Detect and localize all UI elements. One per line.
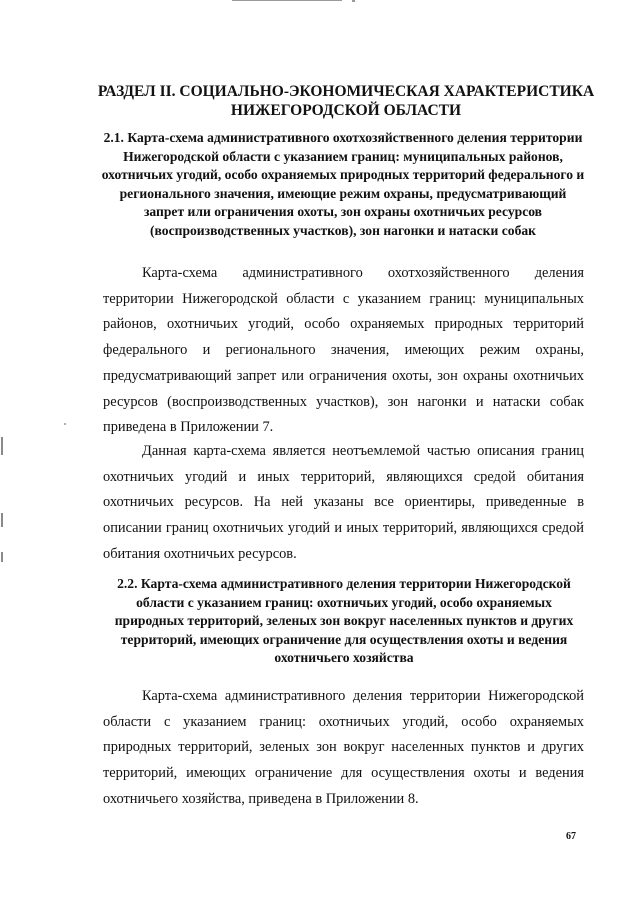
page-number: 67 xyxy=(566,831,576,842)
scan-dust-mark xyxy=(64,423,66,425)
subsection-2-1-title: 2.1. Карта-схема административного охотхозяйственного деления территории Нижегородской области с указанием границ: муниципальных районов, охотничьих угодий, особо охраняемых природных территорий федерального и регионального значения, имеющие режим охраны, предусматривающий запрет или ограничения охоты, зон охраны охотничьих ресурсов (воспроизводственных участков), зон нагонки и натаски собак xyxy=(101,130,585,238)
scan-edge-mark xyxy=(352,0,355,2)
scan-margin-mark xyxy=(1,552,3,562)
scan-edge-line xyxy=(232,0,342,1)
subsection-2-1-paragraph-2: Данная карта-схема является неотъемлемой частью описания границ охотничьих угодий и иных территорий, являющихся средой обитания охотничьих ресурсов. На ней указаны все ориентиры, приведенные в описании границ охотничьих угодий и иных территорий, являющихся средой обитания охотничьих ресурсов. xyxy=(103,443,584,562)
scan-margin-mark xyxy=(1,437,3,455)
subsection-2-2-title: 2.2. Карта-схема административного деления территории Нижегородской области с указанием границ: охотничьих угодий, особо охраняемых природных территорий, зеленых зон вокруг населенных пунктов и других территорий, имеющих ограничение для осуществления охоты и ведения охотничьего хозяйства xyxy=(114,576,574,666)
scan-margin-mark xyxy=(1,513,3,527)
subsection-2-2-paragraph-1: Карта-схема административного деления территории Нижегородской области с указанием границ: охотничьих угодий, особо охраняемых природных территорий, зеленых зон вокруг населенных пунктов и других территорий, имеющих ограничение для осуществления охоты и ведения охотничьего хозяйства, приведена в Приложении 8. xyxy=(103,688,584,807)
subsection-2-1-paragraph-1: Карта-схема административного охотхозяйственного деления территории Нижегородской области с указанием границ: муниципальных районов, охотничьих угодий, особо охраняемых природных территорий федерального и регионального значения, имеющих режим охраны, предусматривающий запрет или ограничения охоты, зон охраны охотничьих ресурсов (воспроизводственных участков), зон нагонки и натаски собак приведена в Приложении 7. xyxy=(103,265,584,436)
section-title: РАЗДЕЛ II. СОЦИАЛЬНО-ЭКОНОМИЧЕСКАЯ ХАРАКТЕРИСТИКА НИЖЕГОРОДСКОЙ ОБЛАСТИ xyxy=(97,83,595,119)
